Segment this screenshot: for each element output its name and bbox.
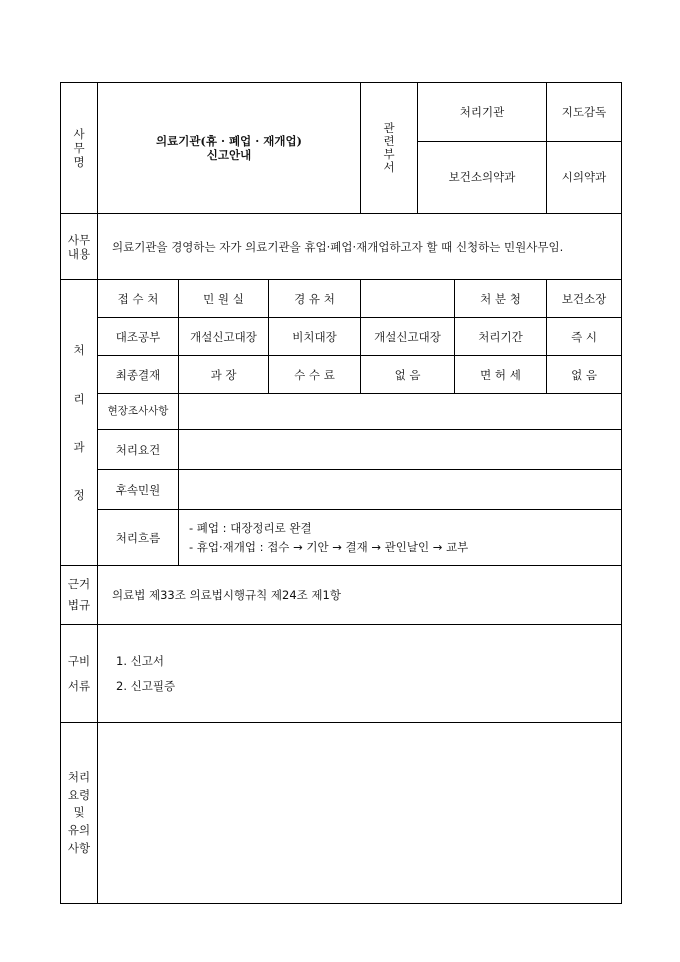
legal-text: 의료법 제33조 의료법시행규칙 제24조 제1항 xyxy=(98,566,622,625)
flow-label: 처리흐름 xyxy=(98,510,179,566)
legal-label: 근거 법규 xyxy=(61,566,98,625)
cell-ledger-value: 개설신고대장 xyxy=(179,318,269,356)
cell-final-approval-label: 최종결재 xyxy=(98,356,179,394)
title-line-2: 신고안내 xyxy=(206,148,252,163)
notes-label: 처리 요령 및 유의 사항 xyxy=(61,723,98,904)
cell-via-value xyxy=(361,280,455,318)
civil-petition-guide-form xyxy=(60,82,621,874)
cell-kept-ledger-value: 개설신고대장 xyxy=(361,318,455,356)
content-label: 사무 내용 xyxy=(61,214,98,280)
content-text: 의료기관을 경영하는 자가 의료기관을 휴업·폐업·재개업하고자 할 때 신청하는 민원사무임. xyxy=(98,214,622,280)
samu-name-label: 사 무 명 xyxy=(61,83,98,214)
flow-line-suspend-resume: - 휴업·재개업 : 접수 → 기안 → 결재 → 관인날인 → 교부 xyxy=(189,539,469,554)
cell-intake-value: 민 원 실 xyxy=(179,280,269,318)
process-label: 처 리 과 정 xyxy=(61,280,98,566)
title-line-1: 의료기관(휴 · 폐업 · 재개업) xyxy=(156,133,302,148)
cell-via-label: 경 유 처 xyxy=(269,280,361,318)
cell-period-label: 처리기간 xyxy=(455,318,547,356)
col-processing-agency: 처리기관 xyxy=(418,83,547,142)
cell-license-tax-label: 면 허 세 xyxy=(455,356,547,394)
col-supervision: 지도감독 xyxy=(547,83,622,142)
form-table xyxy=(60,82,622,904)
cell-disposal-label: 처 분 청 xyxy=(455,280,547,318)
cell-disposal-value: 보건소장 xyxy=(547,280,622,318)
related-dept-label: 관 련 부 서 xyxy=(361,83,418,214)
cell-period-value: 즉 시 xyxy=(547,318,622,356)
documents-list xyxy=(98,625,622,723)
follow-up-value xyxy=(179,470,622,510)
page-title xyxy=(98,83,361,214)
cell-fee-label: 수 수 료 xyxy=(269,356,361,394)
document-item: 1. 신고서 xyxy=(116,653,164,668)
requirements-label: 처리요건 xyxy=(98,430,179,470)
cell-license-tax-value: 없 음 xyxy=(547,356,622,394)
field-survey-value xyxy=(179,394,622,430)
value-supervision: 시의약과 xyxy=(547,141,622,214)
document-item: 2. 신고필증 xyxy=(116,678,176,693)
flow-text xyxy=(179,510,622,566)
cell-ledger-label: 대조공부 xyxy=(98,318,179,356)
cell-intake-label: 접 수 처 xyxy=(98,280,179,318)
notes-text xyxy=(98,723,622,904)
flow-line-closure: - 폐업 : 대장정리로 완결 xyxy=(189,521,312,536)
cell-fee-value: 없 음 xyxy=(361,356,455,394)
documents-label: 구비 서류 xyxy=(61,625,98,723)
field-survey-label: 현장조사사항 xyxy=(98,394,179,430)
cell-final-approval-value: 과 장 xyxy=(179,356,269,394)
value-processing-agency: 보건소의약과 xyxy=(418,141,547,214)
requirements-value xyxy=(179,430,622,470)
cell-kept-ledger-label: 비치대장 xyxy=(269,318,361,356)
follow-up-label: 후속민원 xyxy=(98,470,179,510)
